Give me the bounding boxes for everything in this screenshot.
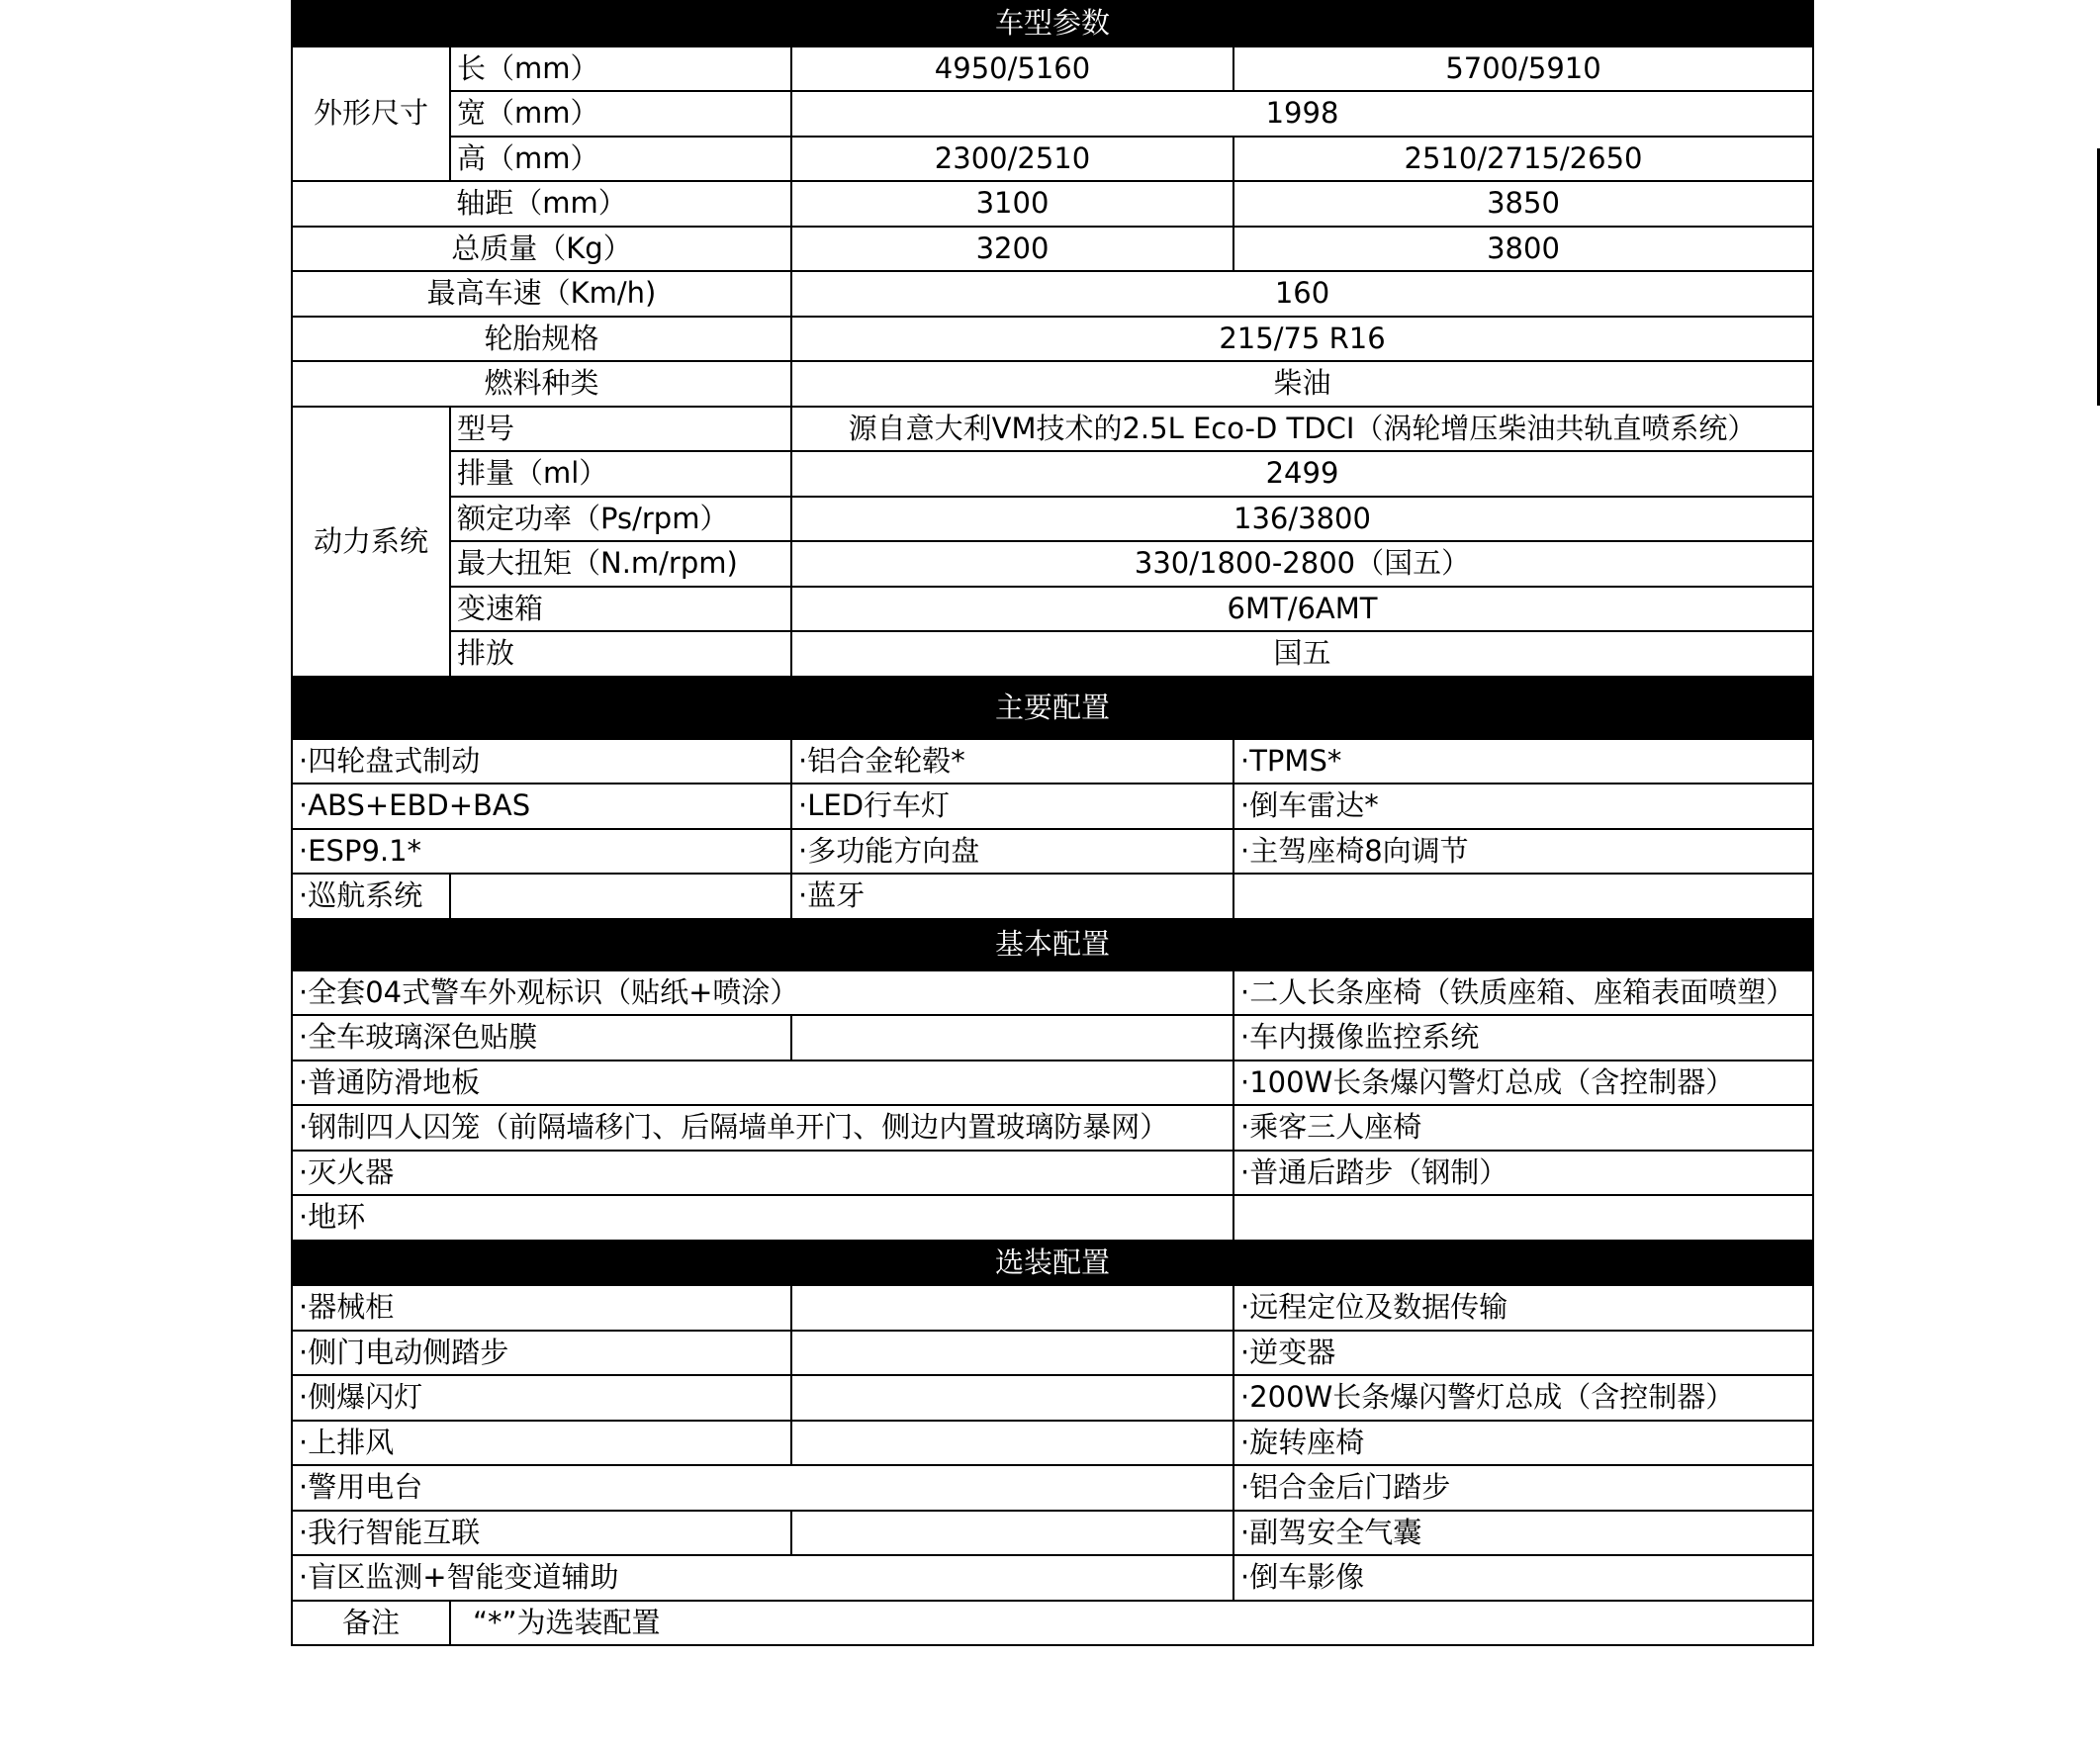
row-height xyxy=(292,137,1813,182)
basic-config-row xyxy=(292,1015,1813,1061)
main-config-row xyxy=(292,829,1813,875)
value-width: 1998 xyxy=(791,91,1813,137)
section-title-main: 主要配置 xyxy=(292,677,1813,739)
optional-config-row xyxy=(292,1331,1813,1376)
group-label-powertrain: 动力系统 xyxy=(292,407,450,677)
row-wheelbase xyxy=(292,181,1813,227)
remark-label: 备注 xyxy=(292,1601,450,1646)
empty-cell xyxy=(791,1375,1233,1421)
section-header-main xyxy=(292,677,1813,739)
section-title-basic: 基本配置 xyxy=(292,919,1813,970)
value-wheelbase-2: 3850 xyxy=(1233,181,1813,227)
main-config-item: ·主驾座椅8向调节 xyxy=(1233,829,1813,875)
value-emission: 国五 xyxy=(791,631,1813,677)
optional-config-item: ·200W长条爆闪警灯总成（含控制器） xyxy=(1233,1375,1813,1421)
main-config-item: ·蓝牙 xyxy=(791,874,1233,919)
empty-cell xyxy=(450,874,791,919)
value-fuel: 柴油 xyxy=(791,361,1813,407)
main-config-item: ·LED行车灯 xyxy=(791,784,1233,829)
optional-config-item: ·逆变器 xyxy=(1233,1331,1813,1376)
optional-config-item: ·倒车影像 xyxy=(1233,1555,1813,1601)
label-emission: 排放 xyxy=(450,631,791,677)
empty-cell xyxy=(791,1421,1233,1466)
main-config-item: ·ABS+EBD+BAS xyxy=(292,784,791,829)
basic-config-item: ·普通后踏步（钢制） xyxy=(1233,1151,1813,1196)
value-tire: 215/75 R16 xyxy=(791,317,1813,362)
optional-config-item: ·侧爆闪灯 xyxy=(292,1375,791,1421)
empty-cell xyxy=(791,1285,1233,1331)
label-width: 宽（mm） xyxy=(450,91,791,137)
label-gross-mass: 总质量（Kg） xyxy=(292,227,791,272)
basic-config-row xyxy=(292,1151,1813,1196)
remark-row xyxy=(292,1601,1813,1646)
row-engine-model xyxy=(292,407,1813,452)
optional-config-row xyxy=(292,1375,1813,1421)
section-header-params xyxy=(292,1,1813,46)
section-header-optional xyxy=(292,1241,1813,1286)
optional-config-row xyxy=(292,1421,1813,1466)
row-fuel xyxy=(292,361,1813,407)
optional-config-item: ·我行智能互联 xyxy=(292,1511,791,1556)
basic-config-row xyxy=(292,1061,1813,1106)
value-torque: 330/1800-2800（国五） xyxy=(791,541,1813,587)
optional-config-item: ·器械柜 xyxy=(292,1285,791,1331)
value-gross-mass-2: 3800 xyxy=(1233,227,1813,272)
row-max-speed xyxy=(292,271,1813,317)
basic-config-item: ·二人长条座椅（铁质座箱、座箱表面喷塑） xyxy=(1233,970,1813,1016)
row-gross-mass xyxy=(292,227,1813,272)
section-title-params: 车型参数 xyxy=(292,1,1813,46)
value-displacement: 2499 xyxy=(791,451,1813,497)
row-width xyxy=(292,91,1813,137)
basic-config-item: ·100W长条爆闪警灯总成（含控制器） xyxy=(1233,1061,1813,1106)
optional-config-item: ·副驾安全气囊 xyxy=(1233,1511,1813,1556)
empty-cell xyxy=(791,1331,1233,1376)
empty-cell xyxy=(791,1015,1233,1061)
main-config-item xyxy=(1233,874,1813,919)
empty-cell xyxy=(791,1511,1233,1556)
value-max-speed: 160 xyxy=(791,271,1813,317)
row-displacement xyxy=(292,451,1813,497)
basic-config-item: ·车内摄像监控系统 xyxy=(1233,1015,1813,1061)
label-length: 长（mm） xyxy=(450,46,791,92)
group-label-dimensions: 外形尺寸 xyxy=(292,46,450,182)
main-config-row xyxy=(292,784,1813,829)
label-height: 高（mm） xyxy=(450,137,791,182)
optional-config-row xyxy=(292,1555,1813,1601)
value-gross-mass-1: 3200 xyxy=(791,227,1233,272)
basic-config-item: ·普通防滑地板 xyxy=(292,1061,1233,1106)
optional-config-item: ·铝合金后门踏步 xyxy=(1233,1465,1813,1511)
basic-config-row xyxy=(292,1105,1813,1151)
main-config-item: ·铝合金轮毂* xyxy=(791,739,1233,784)
remark-value: “*”为选装配置 xyxy=(450,1601,1813,1646)
vehicle-spec-table xyxy=(291,0,1814,1646)
main-config-item: ·倒车雷达* xyxy=(1233,784,1813,829)
section-title-optional: 选装配置 xyxy=(292,1241,1813,1286)
optional-config-row xyxy=(292,1511,1813,1556)
label-tire: 轮胎规格 xyxy=(292,317,791,362)
value-wheelbase-1: 3100 xyxy=(791,181,1233,227)
label-displacement: 排量（ml） xyxy=(450,451,791,497)
row-gearbox xyxy=(292,587,1813,632)
basic-config-item: ·灭火器 xyxy=(292,1151,1233,1196)
value-length-2: 5700/5910 xyxy=(1233,46,1813,92)
label-fuel: 燃料种类 xyxy=(292,361,791,407)
optional-config-item: ·盲区监测+智能变道辅助 xyxy=(292,1555,1233,1601)
value-height-1: 2300/2510 xyxy=(791,137,1233,182)
basic-config-item: ·乘客三人座椅 xyxy=(1233,1105,1813,1151)
basic-config-item xyxy=(1233,1195,1813,1241)
main-config-item: ·ESP9.1* xyxy=(292,829,791,875)
basic-config-row xyxy=(292,1195,1813,1241)
label-torque: 最大扭矩（N.m/rpm) xyxy=(450,541,791,587)
optional-config-item: ·远程定位及数据传输 xyxy=(1233,1285,1813,1331)
value-length-1: 4950/5160 xyxy=(791,46,1233,92)
label-power: 额定功率（Ps/rpm） xyxy=(450,497,791,542)
main-config-item: ·巡航系统 xyxy=(292,874,450,919)
value-power: 136/3800 xyxy=(791,497,1813,542)
main-config-item: ·四轮盘式制动 xyxy=(292,739,791,784)
row-emission xyxy=(292,631,1813,677)
section-header-basic xyxy=(292,919,1813,970)
basic-config-item: ·全套04式警车外观标识（贴纸+喷涂） xyxy=(292,970,1233,1016)
value-gearbox: 6MT/6AMT xyxy=(791,587,1813,632)
row-length xyxy=(292,46,1813,92)
optional-config-item: ·警用电台 xyxy=(292,1465,1233,1511)
row-torque xyxy=(292,541,1813,587)
optional-config-item: ·侧门电动侧踏步 xyxy=(292,1331,791,1376)
value-engine-model: 源自意大利VM技术的2.5L Eco-D TDCI（涡轮增压柴油共轨直喷系统） xyxy=(791,407,1813,452)
label-gearbox: 变速箱 xyxy=(450,587,791,632)
optional-config-item: ·上排风 xyxy=(292,1421,791,1466)
basic-config-row xyxy=(292,970,1813,1016)
label-wheelbase: 轴距（mm） xyxy=(292,181,791,227)
basic-config-item: ·地环 xyxy=(292,1195,1233,1241)
optional-config-item: ·旋转座椅 xyxy=(1233,1421,1813,1466)
row-power xyxy=(292,497,1813,542)
label-engine-model: 型号 xyxy=(450,407,791,452)
basic-config-item: ·钢制四人囚笼（前隔墙移门、后隔墙单开门、侧边内置玻璃防暴网） xyxy=(292,1105,1233,1151)
basic-config-item: ·全车玻璃深色贴膜 xyxy=(292,1015,791,1061)
row-tire xyxy=(292,317,1813,362)
optional-config-row xyxy=(292,1285,1813,1331)
value-height-2: 2510/2715/2650 xyxy=(1233,137,1813,182)
optional-config-row xyxy=(292,1465,1813,1511)
main-config-row xyxy=(292,739,1813,784)
label-max-speed: 最高车速（Km/h) xyxy=(292,271,791,317)
main-config-row xyxy=(292,874,1813,919)
main-config-item: ·TPMS* xyxy=(1233,739,1813,784)
main-config-item: ·多功能方向盘 xyxy=(791,829,1233,875)
